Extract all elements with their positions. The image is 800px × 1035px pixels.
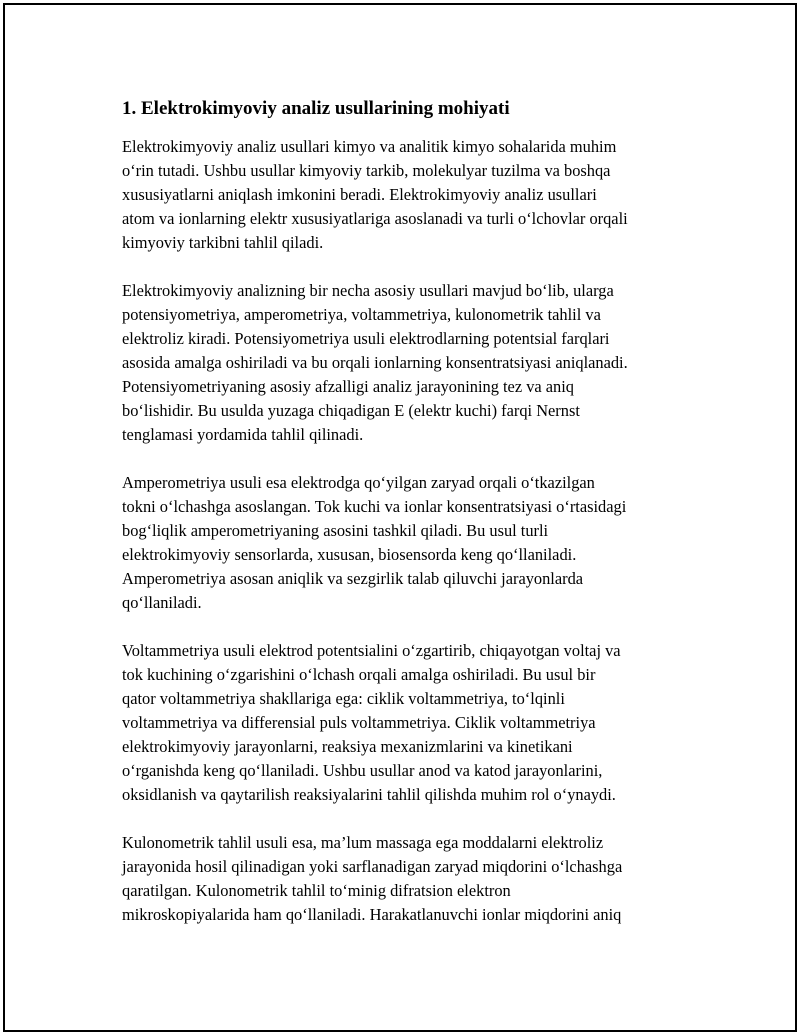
paragraph [122, 135, 702, 255]
paragraph-line: Amperometriya usuli esa elektrodga qo‘yilgan zaryad orqali o‘tkazilgan [122, 473, 595, 492]
paragraph-line: tok kuchining o‘zgarishini o‘lchash orqali amalga oshiriladi. Bu usul bir [122, 665, 596, 684]
paragraph-line: bo‘lishidir. Bu usulda yuzaga chiqadigan E (elektr kuchi) farqi Nernst [122, 401, 580, 420]
paragraph [122, 471, 702, 615]
paragraph-line: Elektrokimyoviy analiz usullari kimyo va analitik kimyo sohalarida muhim [122, 137, 617, 156]
paragraph-line: jarayonida hosil qilinadigan yoki sarflanadigan zaryad miqdorini o‘lchashga [122, 857, 623, 876]
paragraph-line: oksidlanish va qaytarilish reaksiyalarini tahlil qilishda muhim rol o‘ynaydi. [122, 785, 616, 804]
page-frame [3, 3, 797, 1032]
paragraph-line: qator voltammetriya shakllariga ega: ciklik voltammetriya, to‘lqinli [122, 689, 565, 708]
paragraph-line: asosida amalga oshiriladi va bu orqali ionlarning konsentratsiyasi aniqlanadi. [122, 353, 628, 372]
paragraph-line: Voltammetriya usuli elektrod potentsialini o‘zgartirib, chiqayotgan voltaj va [122, 641, 621, 660]
paragraph-line: voltammetriya va differensial puls voltammetriya. Ciklik voltammetriya [122, 713, 596, 732]
paragraph-line: Potensiyometriyaning asosiy afzalligi analiz jarayonining tez va aniq [122, 377, 574, 396]
paragraph-line: elektroliz kiradi. Potensiyometriya usuli elektrodlarning potentsial farqlari [122, 329, 610, 348]
paragraph-line: qaratilgan. Kulonometrik tahlil to‘minig difratsion elektron [122, 881, 511, 900]
paragraph-line: potensiyometriya, amperometriya, voltammetriya, kulonometrik tahlil va [122, 305, 601, 324]
paragraph-line: elektrokimyoviy sensorlarda, xususan, biosensorda keng qo‘llaniladi. [122, 545, 577, 564]
paragraph-line: o‘rganishda keng qo‘llaniladi. Ushbu usullar anod va katod jarayonlarini, [122, 761, 603, 780]
section-heading: 1. Elektrokimyoviy analiz usullarining mohiyati [122, 98, 510, 119]
paragraph-line: bog‘liqlik amperometriyaning asosini tashkil qiladi. Bu usul turli [122, 521, 549, 540]
paragraph-line: xususiyatlarni aniqlash imkonini beradi. Elektrokimyoviy analiz usullari [122, 185, 597, 204]
paragraph-line: Elektrokimyoviy analizning bir necha asosiy usullari mavjud bo‘lib, ularga [122, 281, 614, 300]
paragraph-line: tenglamasi yordamida tahlil qilinadi. [122, 425, 364, 444]
paragraph-line: qo‘llaniladi. [122, 593, 202, 612]
paragraph-line: Amperometriya asosan aniqlik va sezgirlik talab qiluvchi jarayonlarda [122, 569, 584, 588]
paragraph-line: kimyoviy tarkibni tahlil qiladi. [122, 233, 324, 252]
paragraph [122, 639, 702, 807]
paragraph-line: elektrokimyoviy jarayonlarni, reaksiya mexanizmlarini va kinetikani [122, 737, 573, 756]
paragraph-line: mikroskopiyalarida ham qo‘llaniladi. Harakatlanuvchi ionlar miqdorini aniq [122, 905, 622, 924]
paragraph-line: atom va ionlarning elektr xususiyatlariga asoslanadi va turli o‘lchovlar orqali [122, 209, 628, 228]
paragraph [122, 831, 702, 927]
paragraph-line: o‘rin tutadi. Ushbu usullar kimyoviy tarkib, molekulyar tuzilma va boshqa [122, 161, 611, 180]
paragraph [122, 279, 702, 447]
paragraph-line: Kulonometrik tahlil usuli esa, ma’lum massaga ega moddalarni elektroliz [122, 833, 604, 852]
paragraph-line: tokni o‘lchashga asoslangan. Tok kuchi va ionlar konsentratsiyasi o‘rtasidagi [122, 497, 627, 516]
paragraphs-container [122, 135, 702, 927]
document-body [122, 97, 702, 951]
